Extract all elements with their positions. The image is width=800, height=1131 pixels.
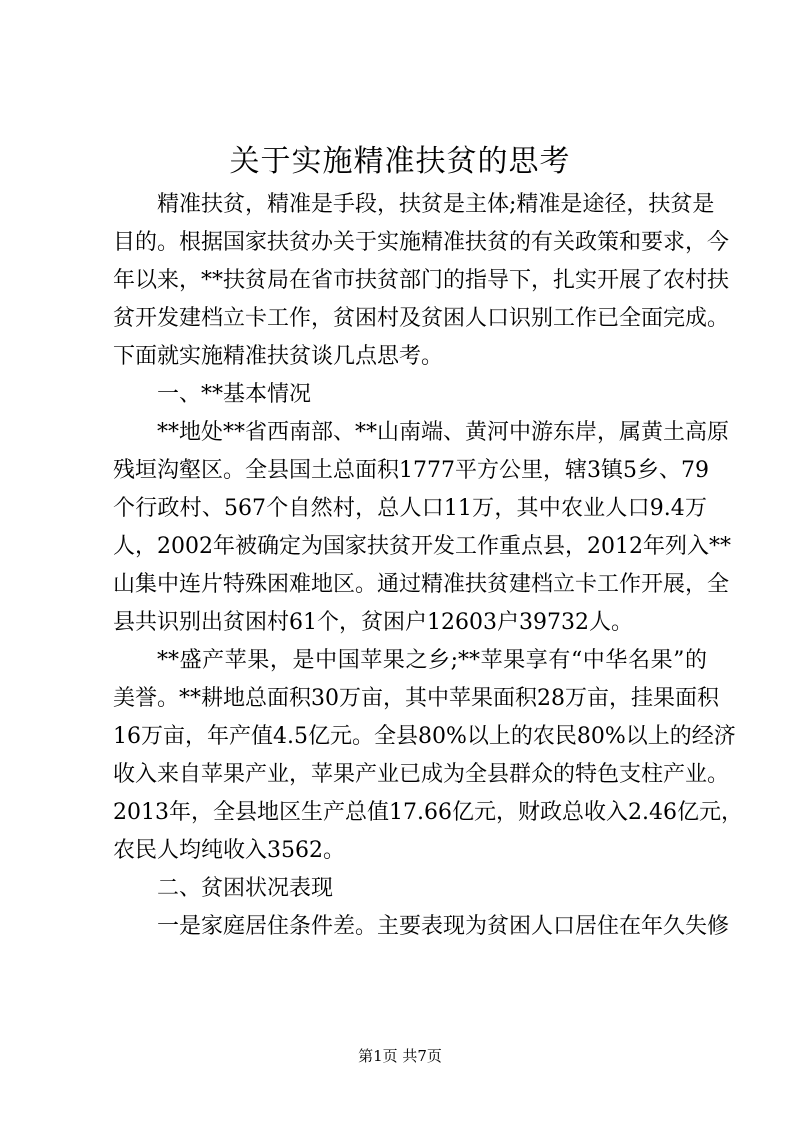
paragraph-apple-industry bbox=[113, 642, 743, 870]
document-body bbox=[113, 186, 743, 946]
text-line: 农民人均纯收入3562。 bbox=[113, 838, 345, 863]
section-heading-poverty-status bbox=[113, 870, 707, 908]
paragraph-location-population bbox=[113, 414, 731, 642]
text-line: 残垣沟壑区。全县国土总面积1777平方公里，辖3镇5乡、79 bbox=[113, 458, 709, 483]
text-line: 个行政村、567个自然村，总人口11万，其中农业人口9.4万 bbox=[113, 496, 707, 521]
text-line: 贫开发建档立卡工作，贫困村及贫困人口识别工作已全面完成。 bbox=[113, 306, 730, 331]
text-line: 收入来自苹果产业，苹果产业已成为全县群众的特色支柱产业。 bbox=[113, 762, 730, 787]
text-line: 目的。根据国家扶贫办关于实施精准扶贫的有关政策和要求，今 bbox=[113, 230, 730, 255]
text-line: 年以来，**扶贫局在省市扶贫部门的指导下，扎实开展了农村扶 bbox=[113, 268, 730, 293]
text-line: 一是家庭居住条件差。主要表现为贫困人口居住在年久失修 bbox=[157, 914, 730, 939]
paragraph-intro bbox=[113, 186, 730, 376]
text-line: 16万亩，年产值4.5亿元。全县80%以上的农民80%以上的经济 bbox=[113, 724, 736, 749]
text-line: 下面就实施精准扶贫谈几点思考。 bbox=[113, 344, 444, 369]
text-line: 山集中连片特殊困难地区。通过精准扶贫建档立卡工作开展，全 bbox=[113, 572, 730, 597]
document-title: 关于实施精准扶贫的思考 bbox=[229, 144, 571, 179]
text-line: **盛产苹果，是中国苹果之乡;**苹果享有“中华名果”的 bbox=[157, 648, 707, 673]
page-number: 第1页 共7页 bbox=[358, 1047, 442, 1065]
section-heading-basic-situation bbox=[113, 376, 707, 414]
text-line: 美誉。**耕地总面积30万亩，其中苹果面积28万亩，挂果面积 bbox=[113, 686, 719, 711]
heading-line: 二、贫困状况表现 bbox=[157, 876, 334, 901]
text-line: 2013年，全县地区生产总值17.66亿元，财政总收入2.46亿元， bbox=[113, 800, 743, 825]
text-line: 人，2002年被确定为国家扶贫开发工作重点县，2012年列入** bbox=[113, 534, 731, 559]
heading-line: 一、**基本情况 bbox=[157, 382, 312, 407]
paragraph-living-conditions bbox=[113, 908, 730, 946]
text-line: **地处**省西南部、**山南端、黄河中游东岸，属黄土高原 bbox=[157, 420, 730, 445]
text-line: 县共识别出贫困村61个，贫困户12603户39732人。 bbox=[113, 610, 633, 635]
text-line: 精准扶贫，精准是手段，扶贫是主体;精准是途径，扶贫是 bbox=[157, 192, 715, 217]
